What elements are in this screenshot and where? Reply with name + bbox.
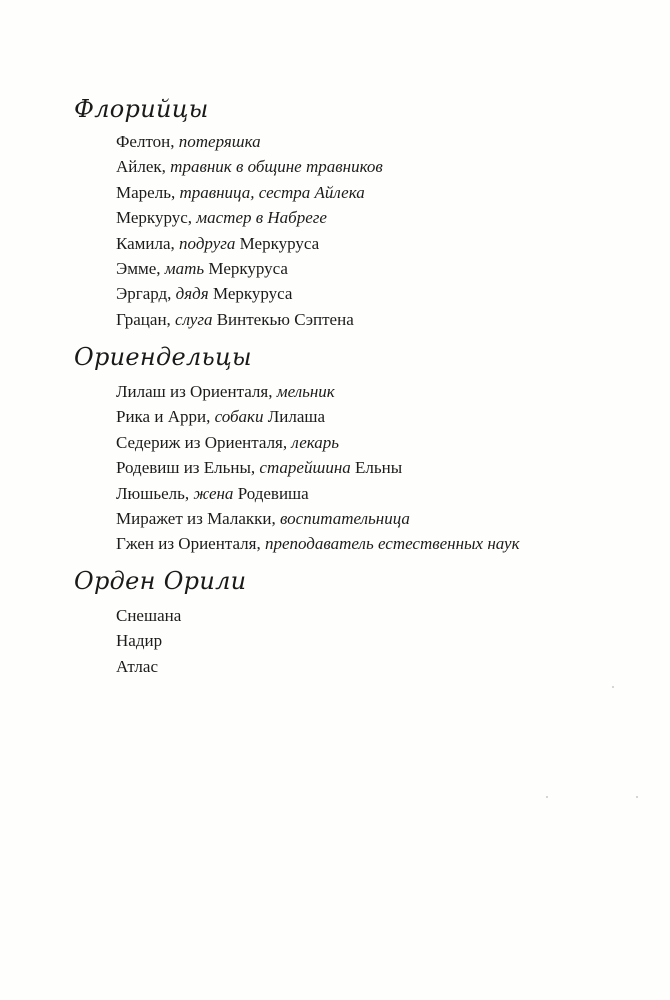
section-heading: Орден Орили — [74, 567, 247, 595]
character-name: Снешана — [116, 606, 182, 625]
character-name: Атлас — [116, 656, 159, 676]
list-item — [116, 129, 383, 154]
character-name: Эмме, — [116, 258, 165, 278]
list-item — [116, 180, 383, 205]
list-item — [116, 379, 520, 404]
list-item — [116, 231, 383, 256]
character-role-plain: Родевиша — [233, 483, 309, 503]
character-role: мать — [164, 258, 205, 278]
list-item — [116, 307, 383, 332]
list-item — [116, 654, 181, 679]
character-name: Люшьель, — [116, 483, 194, 503]
character-role-plain: Ельны — [350, 458, 403, 478]
section-heading: Ориендельцы — [74, 343, 252, 371]
character-role: воспитательница — [280, 508, 410, 528]
character-role: мастер в Набреге — [196, 208, 327, 228]
character-name: Лилаш из Ориенталя, — [116, 382, 277, 401]
character-role-plain: Меркуруса — [235, 233, 320, 253]
list-item — [116, 455, 520, 480]
character-role: травница, сестра Айлека — [179, 182, 365, 202]
character-role: потеряшка — [178, 132, 261, 151]
character-list — [116, 603, 181, 679]
character-name: Родевиш из Ельны, — [116, 458, 260, 478]
character-name: Меркурус, — [116, 208, 197, 228]
character-role: лекарь — [291, 432, 340, 452]
character-name: Надир — [116, 631, 163, 651]
character-role-plain: Лилаша — [263, 407, 326, 427]
character-list — [116, 379, 520, 557]
character-role: преподаватель естественных наук — [264, 534, 520, 554]
list-item — [116, 205, 383, 230]
character-role: жена — [193, 483, 234, 503]
character-role: собаки — [214, 407, 264, 427]
section-heading: Флорийцы — [74, 95, 209, 123]
character-name: Миражет из Малакки, — [116, 508, 281, 528]
paper-speck — [612, 686, 614, 688]
character-name: Рика и Арри, — [116, 407, 215, 427]
character-name: Марель, — [116, 182, 180, 202]
list-item — [116, 603, 181, 628]
list-item — [116, 531, 520, 556]
character-name: Грацан, — [116, 309, 176, 329]
character-role: мельник — [276, 382, 335, 401]
character-list — [116, 129, 383, 332]
character-role-plain: Винтекью Сэптена — [212, 309, 354, 329]
paper-speck — [636, 796, 638, 798]
character-name: Айлек, — [116, 157, 171, 177]
character-name: Гжен из Ориенталя, — [116, 534, 265, 554]
character-name: Эргард, — [116, 284, 176, 304]
character-role: старейшина — [259, 458, 351, 478]
list-item — [116, 281, 383, 306]
paper-speck — [546, 796, 548, 798]
list-item — [116, 506, 520, 531]
character-role: слуга — [175, 309, 213, 329]
list-item — [116, 404, 520, 429]
character-name: Седериж из Ориенталя, — [116, 432, 292, 452]
character-role-plain: Меркуруса — [204, 258, 288, 278]
character-role: дядя — [175, 284, 209, 304]
list-item — [116, 256, 383, 281]
character-name: Камила, — [116, 233, 180, 253]
character-role-plain: Меркуруса — [208, 284, 293, 304]
list-item — [116, 154, 383, 179]
character-role: травник в общине травников — [170, 157, 383, 177]
list-item — [116, 430, 520, 455]
list-item — [116, 628, 181, 653]
character-role: подруга — [179, 233, 236, 253]
list-item — [116, 481, 520, 506]
character-name: Фелтон, — [116, 132, 179, 151]
